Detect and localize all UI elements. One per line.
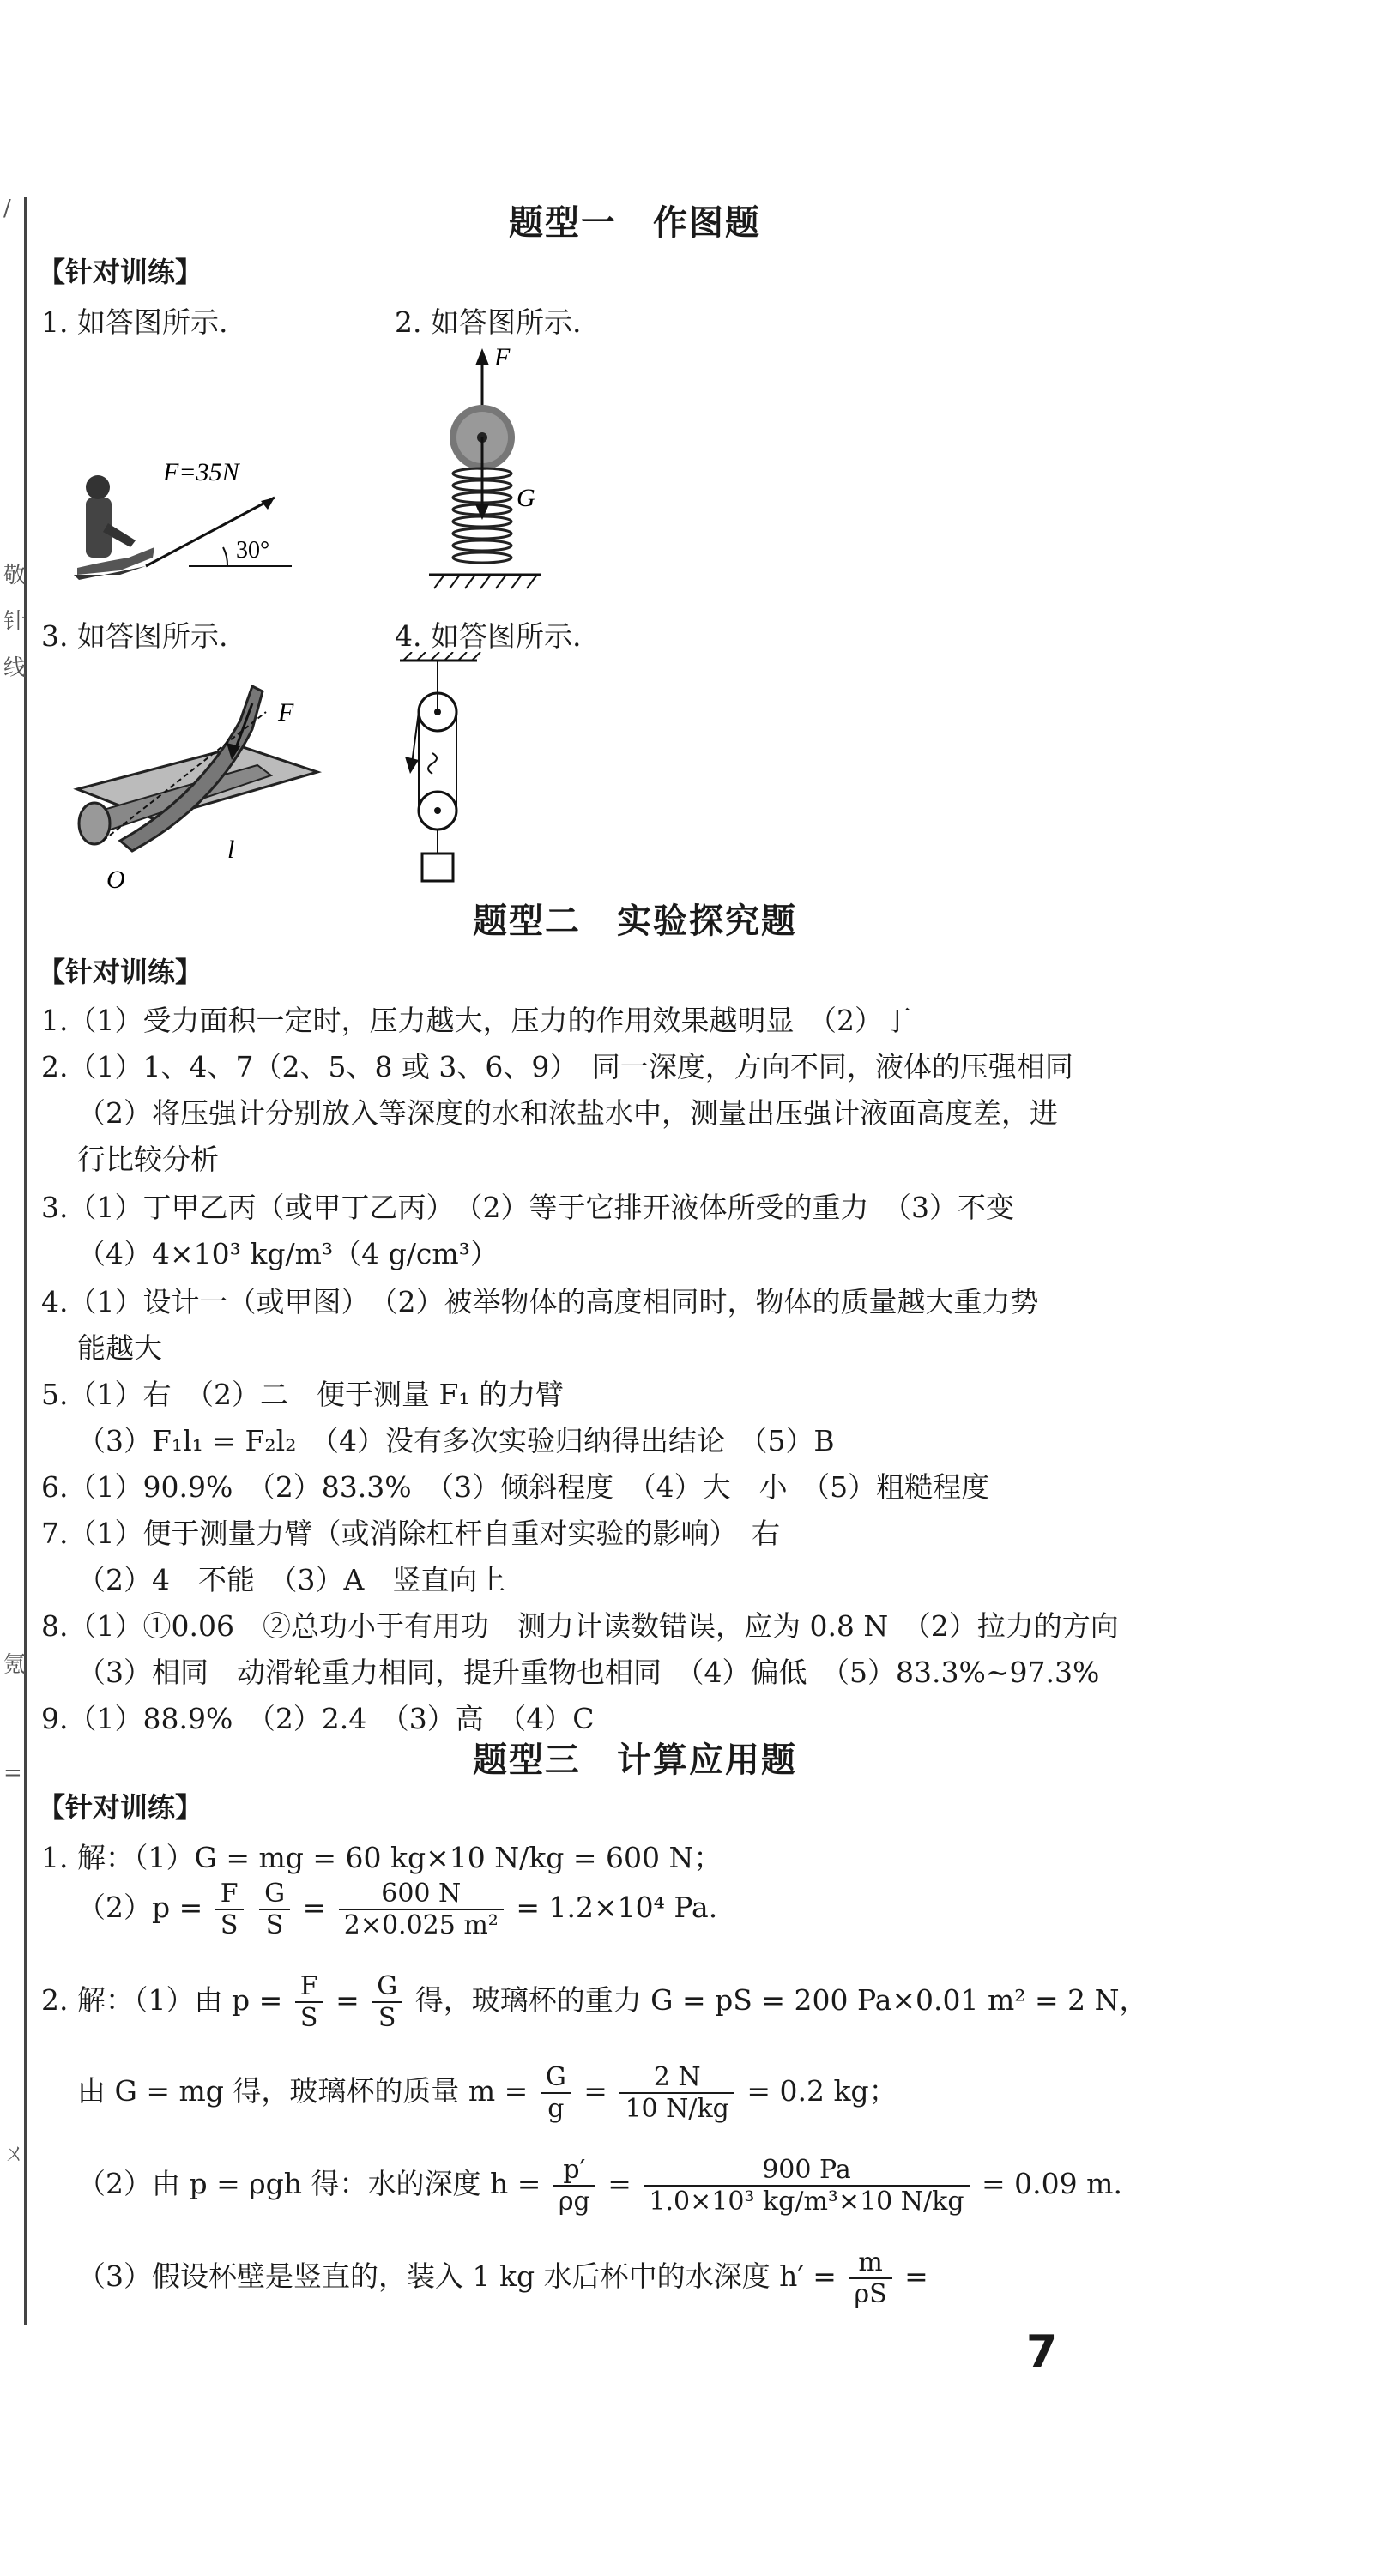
- answer-line: （3）相同 动滑轮重力相同，提升重物也相同 （4）偏低 （5）83.3%~97.3%: [77, 1656, 1100, 1689]
- answer-line: 能越大: [77, 1331, 162, 1365]
- page-number: 7: [1026, 2326, 1058, 2378]
- answer-line: （3）F₁l₁ = F₂l₂ （4）没有多次实验归纳得出结论 （5）B: [77, 1424, 835, 1457]
- fraction: $\frac{G}{g}$: [541, 2062, 571, 2124]
- answer-line: 2.（1）1、4、7（2、5、8 或 3、6、9） 同一深度，方向不同，液体的压强相同: [41, 1050, 1073, 1083]
- section-tag: 【针对训练】: [38, 956, 203, 988]
- margin-char: 线: [3, 655, 27, 681]
- margin-char: =: [3, 1760, 22, 1786]
- angle-label: 30°: [236, 537, 270, 564]
- pivot-label: O: [106, 866, 125, 892]
- fraction: $\frac{900 Pa}{\text{1.0×10³ kg/m³×10 N/kg}}$: [644, 2155, 969, 2217]
- figure-lever: [69, 669, 343, 892]
- answer-line: 7.（1）便于测量力臂（或消除杠杆自重对实验的影响） 右: [41, 1517, 780, 1550]
- section-tag: 【针对训练】: [38, 1791, 203, 1824]
- answer-line: 4.（1）设计一（或甲图） （2）被举物体的高度相同时，物体的质量越大重力势: [41, 1285, 1039, 1318]
- answer-line: （2）4 不能 （3）A 竖直向上: [77, 1563, 506, 1596]
- fraction: $\frac{G}{S}$: [259, 1879, 290, 1940]
- answer-line: （4）4×10³ kg/m³（4 g/cm³）: [77, 1237, 499, 1270]
- gravity-label: G: [517, 484, 535, 512]
- solution-line: （2）由 p = ρgh 得：水的深度 h = $\frac{p'}{\rho g}$ = $\frac{900 Pa}{\text{1.0×10³ kg/m³×10 N/kg}}$ = 0.09 m.: [77, 2155, 1122, 2217]
- solution-line: （3）假设杯壁是竖直的，装入 1 kg 水后杯中的水深度 h′ = $\frac{m}{\rho S}$ =: [77, 2247, 928, 2309]
- solution-line: （2）p = $\frac{F}{S}$ $\frac{G}{S}$ = $\frac{600 N}{\text{2×0.025 m²}}$ = 1.2×10⁴ Pa.: [77, 1879, 718, 1940]
- margin-char: 敬: [3, 563, 27, 588]
- fraction: $\frac{m}{\rho S}$: [849, 2247, 891, 2309]
- solution-line: 1. 解：（1）G = mg = 60 kg×10 N/kg = 600 N；: [41, 1841, 722, 1874]
- answer-line: 2. 如答图所示.: [395, 305, 582, 339]
- figure-pulley: [395, 652, 498, 892]
- answer-line: 8.（1）①0.06 ②总功小于有用功 测力计读数错误，应为 0.8 N （2）拉力的方向: [41, 1609, 1119, 1643]
- fraction: $\frac{p'}{\rho g}$: [553, 2155, 595, 2217]
- answer-line: 3. 如答图所示.: [41, 619, 228, 653]
- margin-char: ㄨ: [3, 2141, 27, 2167]
- margin-char: 氪: [3, 1652, 27, 1678]
- figure-sled: [69, 446, 326, 600]
- answer-line: 6.（1）90.9% （2）83.3% （3）倾斜程度 （4）大 小 （5）粗糙程度: [41, 1470, 990, 1504]
- section-title: 题型二 实验探究题: [473, 902, 797, 941]
- force-label: F: [494, 343, 511, 371]
- answer-line: 4. 如答图所示.: [395, 619, 582, 653]
- fraction: $\frac{F}{S}$: [295, 1971, 323, 2033]
- answer-line: 3.（1）丁甲乙丙（或甲丁乙丙） （2）等于它排开液体所受的重力 （3）不变: [41, 1191, 1014, 1224]
- section-title: 题型三 计算应用题: [473, 1740, 797, 1780]
- answer-line: （2）将压强计分别放入等深度的水和浓盐水中，测量出压强计液面高度差，进: [77, 1096, 1058, 1130]
- answer-line: 1. 如答图所示.: [41, 305, 228, 339]
- binding-line: [24, 197, 27, 2325]
- fraction: $\frac{600 N}{\text{2×0.025 m²}}$: [339, 1879, 504, 1940]
- section-tag: 【针对训练】: [38, 256, 203, 288]
- answer-line: 1.（1）受力面积一定时，压力越大，压力的作用效果越明显 （2）丁: [41, 1004, 911, 1037]
- force-label: F: [278, 698, 294, 727]
- solution-line: 2. 解：（1）由 p = $\frac{F}{S}$ = $\frac{G}{S}$ 得，玻璃杯的重力 G = pS = 200 Pa×0.01 m² = 2 N，: [41, 1971, 1148, 2033]
- force-label: F=35N: [163, 458, 239, 486]
- fraction: $\frac{G}{S}$: [372, 1971, 402, 2033]
- margin-char: 针: [3, 609, 27, 635]
- solution-line: 由 G = mg 得，玻璃杯的质量 m = $\frac{G}{g}$ = $\frac{2 N}{10 N/kg}$ = 0.2 kg；: [77, 2062, 897, 2124]
- arm-label: l: [227, 836, 235, 864]
- figure-spring-ball: [420, 343, 592, 600]
- answer-line: 5.（1）右 （2）二 便于测量 F₁ 的力臂: [41, 1378, 565, 1411]
- fraction: $\frac{2 N}{10 N/kg}$: [619, 2062, 734, 2124]
- answer-line: 9.（1）88.9% （2）2.4 （3）高 （4）C: [41, 1702, 595, 1735]
- margin-char: /: [3, 196, 11, 221]
- answer-line: 行比较分析: [77, 1143, 219, 1176]
- fraction: $\frac{F}{S}$: [215, 1879, 244, 1940]
- section-title: 题型一 作图题: [509, 203, 761, 243]
